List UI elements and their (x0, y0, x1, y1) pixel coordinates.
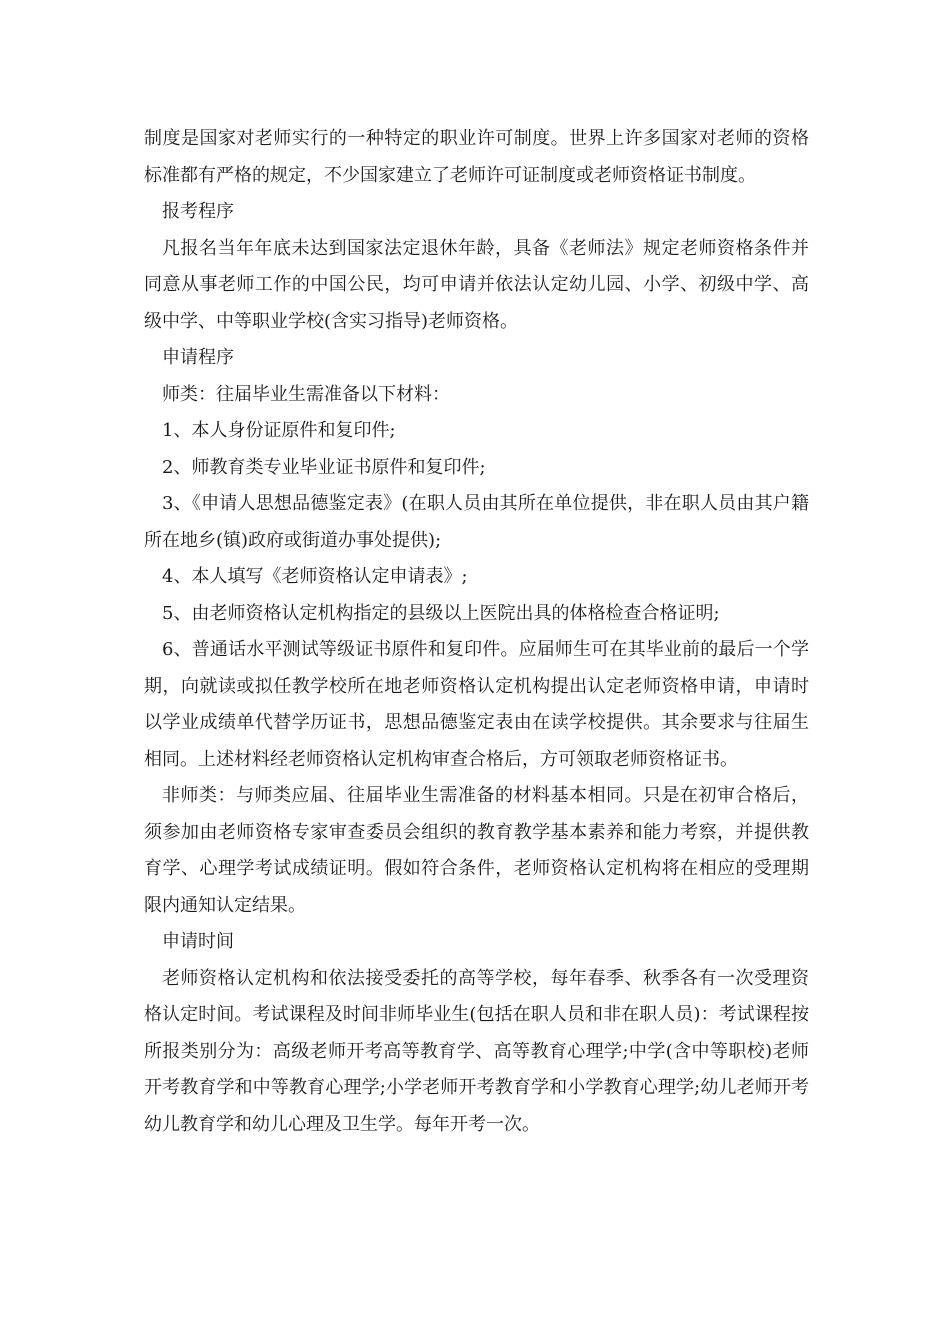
paragraph-application-time: 老师资格认定机构和依法接受委托的高等学校，每年春季、秋季各有一次受理资格认定时间。考试课程及时间非师毕业生(包括在职人员和非在职人员)：考试课程按所报类别分为：高级老师开考高等教育学、高等教育心理学;中学(含中等职校)老师开考教育学和中等教育心理学;小学老师开考教育学和小学教育心理学;幼儿老师开考幼儿教育学和幼儿心理及卫生学。每年开考一次。 (144, 967, 810, 1135)
heading-application-time: 申请时间 (162, 931, 234, 952)
paragraph-normal-graduates: 师类：往届毕业生需准备以下材料： (162, 383, 450, 405)
list-item-5: 5、由老师资格认定机构指定的县级以上医院出具的体格检查合格证明; (162, 602, 720, 624)
heading-application-procedure: 报考程序 (162, 201, 234, 222)
heading-apply-process: 申请程序 (162, 347, 234, 368)
list-item-6: 6、普通话水平测试等级证书原件和复印件。应届师生可在其毕业前的最后一个学期，向就读或拟任教学校所在地老师资格认定机构提出认定老师资格申请，申请时以学业成绩单代替学历证书，思想品德鉴定表由在读学校提供。其余要求与往届生相同。上述材料经老师资格认定机构审查合格后，方可领取老师资格证书。 (144, 639, 809, 770)
list-item-4: 4、本人填写《老师资格认定申请表》; (162, 566, 468, 587)
list-item-1: 1、本人身份证原件和复印件; (162, 420, 396, 441)
list-item-3: 3、《申请人思想品德鉴定表》(在职人员由其所在单位提供，非在职人员由其户籍所在地乡(镇)政府或街道办事处提供); (144, 493, 809, 551)
document-body (144, 121, 809, 1143)
list-item-2: 2、师教育类专业毕业证书原件和复印件; (162, 456, 486, 478)
paragraph-eligibility: 凡报名当年年底未达到国家法定退休年龄，具备《老师法》规定老师资格条件并同意从事老师工作的中国公民，均可申请并依法认定幼儿园、小学、初级中学、高级中学、中等职业学校(含实习指导)老师资格。 (144, 237, 809, 332)
paragraph-intro-continued: 制度是国家对老师实行的一种特定的职业许可制度。世界上许多国家对老师的资格标准都有严格的规定，不少国家建立了老师许可证制度或老师资格证书制度。 (144, 128, 809, 186)
paragraph-non-normal: 非师类：与师类应届、往届毕业生需准备的材料基本相同。只是在初审合格后，须参加由老师资格专家审查委员会组织的教育教学基本素养和能力考察，并提供教育学、心理学考试成绩证明。假如符合条件，老师资格认定机构将在相应的受理期限内通知认定结果。 (144, 785, 809, 916)
